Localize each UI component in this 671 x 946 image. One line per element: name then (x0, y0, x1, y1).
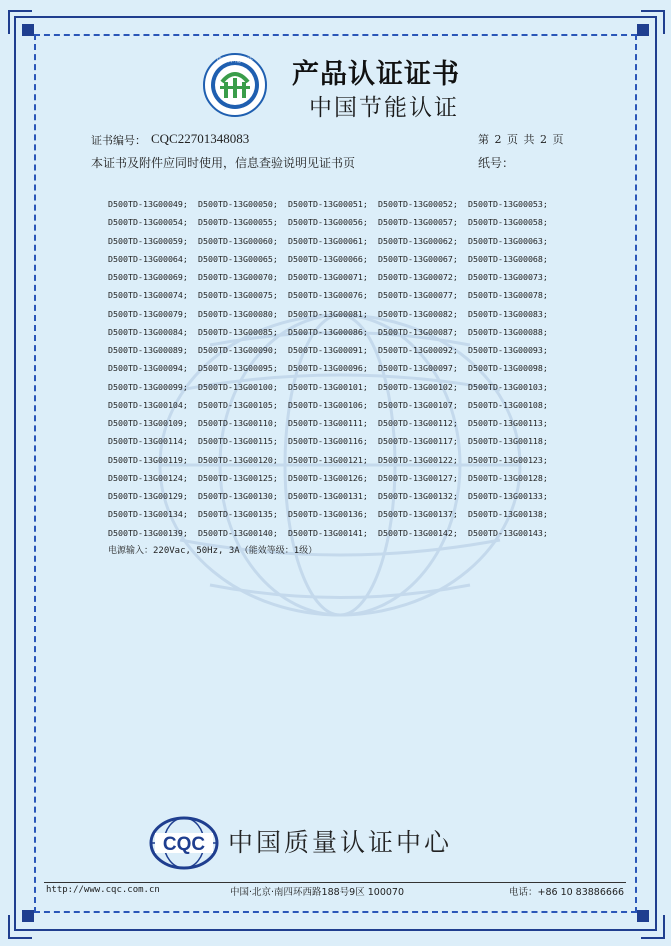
model-number: D500TD-13G00071; (288, 272, 368, 282)
model-number: D500TD-13G00068; (468, 253, 548, 264)
model-row (108, 323, 568, 341)
cert-number-label: 证书编号： (91, 134, 146, 147)
model-number: D500TD-13G00104; (108, 399, 188, 410)
model-number: D500TD-13G00130; (198, 491, 278, 501)
model-number: D500TD-13G00064; (108, 253, 188, 264)
model-number: D500TD-13G00096; (288, 363, 368, 374)
usage-notice: 本证书及附件应同时使用，信息查验说明见证书页 (91, 156, 356, 170)
page-info: 第 2 页 共 2 页 (478, 133, 564, 146)
model-number: D500TD-13G00116; (288, 436, 368, 447)
corner-square (637, 24, 649, 36)
model-row (108, 505, 568, 523)
model-number: D500TD-13G00120; (198, 454, 278, 465)
corner-square (637, 910, 649, 922)
cqc-logo-text: CQC (162, 834, 206, 855)
model-number: D500TD-13G00143; (468, 527, 548, 538)
model-row (108, 359, 568, 377)
model-number: D500TD-13G00108; (468, 399, 548, 410)
model-row (108, 432, 568, 450)
model-number: D500TD-13G00101; (288, 381, 368, 392)
model-number: D500TD-13G00079; (108, 308, 188, 319)
model-number: D500TD-13G00132; (378, 491, 458, 501)
model-number: D500TD-13G00094; (108, 363, 188, 374)
model-number: D500TD-13G00067; (378, 253, 458, 264)
model-number: D500TD-13G00100; (198, 381, 278, 392)
model-number: D500TD-13G00112; (378, 418, 458, 428)
organization-name: 中国质量认证中心 (228, 828, 453, 857)
model-number: D500TD-13G00088; (468, 326, 548, 337)
model-row (108, 268, 568, 286)
model-row (108, 250, 568, 268)
corner-square (22, 24, 34, 36)
model-number: D500TD-13G00062; (378, 235, 458, 246)
model-row (108, 451, 568, 469)
model-number: D500TD-13G00057; (378, 217, 458, 228)
energy-conservation-logo (202, 52, 268, 118)
model-number: D500TD-13G00123; (468, 454, 548, 465)
model-number: D500TD-13G00106; (288, 399, 368, 410)
model-number: D500TD-13G00118; (468, 436, 548, 447)
model-row (108, 378, 568, 396)
model-number: D500TD-13G00076; (288, 290, 368, 301)
model-row (108, 286, 568, 304)
model-number: D500TD-13G00098; (468, 363, 548, 374)
logo-label: 中国节能认证 (216, 57, 254, 64)
model-number: D500TD-13G00105; (198, 399, 278, 410)
model-number: D500TD-13G00095; (198, 363, 278, 374)
paper-number-label: 纸号： (478, 156, 515, 170)
model-number: D500TD-13G00110; (198, 418, 278, 428)
model-number: D500TD-13G00136; (288, 509, 368, 520)
model-number: D500TD-13G00070; (198, 272, 278, 282)
model-number: D500TD-13G00122; (378, 454, 458, 465)
certificate-subtitle: 中国节能认证 (309, 95, 459, 121)
model-number: D500TD-13G00083; (468, 308, 548, 319)
model-number: D500TD-13G00055; (198, 217, 278, 228)
model-number: D500TD-13G00115; (198, 436, 278, 447)
model-number: D500TD-13G00117; (378, 436, 458, 447)
model-number: D500TD-13G00059; (108, 235, 188, 246)
model-number: D500TD-13G00074; (108, 290, 188, 301)
model-row (108, 341, 568, 359)
model-number: D500TD-13G00113; (468, 418, 548, 428)
model-number: D500TD-13G00085; (198, 326, 278, 337)
model-number: D500TD-13G00065; (198, 253, 278, 264)
model-row (108, 487, 568, 505)
model-number: D500TD-13G00087; (378, 326, 458, 337)
model-number: D500TD-13G00090; (198, 345, 278, 355)
model-row (108, 396, 568, 414)
model-number: D500TD-13G00126; (288, 472, 368, 483)
model-row (108, 414, 568, 432)
cqc-logo (149, 816, 219, 870)
model-number: D500TD-13G00066; (288, 253, 368, 264)
model-number: D500TD-13G00077; (378, 290, 458, 301)
model-number: D500TD-13G00060; (198, 235, 278, 246)
model-number: D500TD-13G00121; (288, 454, 368, 465)
model-number: D500TD-13G00091; (288, 345, 368, 355)
model-number: D500TD-13G00061; (288, 235, 368, 246)
model-number: D500TD-13G00089; (108, 345, 188, 355)
power-input: 电源输入：220Vac, 50Hz, 3A（能效等级：1级） (108, 546, 318, 556)
model-number: D500TD-13G00051; (288, 199, 368, 209)
certificate-title: 产品认证证书 (292, 59, 460, 90)
model-number: D500TD-13G00142; (378, 527, 458, 538)
model-number: D500TD-13G00092; (378, 345, 458, 355)
footer-phone: 电话：+86 10 83886666 (509, 887, 625, 898)
model-number: D500TD-13G00097; (378, 363, 458, 374)
model-number: D500TD-13G00109; (108, 418, 188, 428)
model-number: D500TD-13G00127; (378, 472, 458, 483)
footer-url: http://www.cqc.com.cn (46, 885, 160, 895)
model-row (108, 213, 568, 231)
model-row (108, 469, 568, 487)
model-number: D500TD-13G00078; (468, 290, 548, 301)
model-number: D500TD-13G00081; (288, 308, 368, 319)
model-number: D500TD-13G00135; (198, 509, 278, 520)
model-number: D500TD-13G00119; (108, 454, 188, 465)
model-number: D500TD-13G00052; (378, 199, 458, 209)
model-number: D500TD-13G00114; (108, 436, 188, 447)
model-number: D500TD-13G00140; (198, 527, 278, 538)
model-number: D500TD-13G00056; (288, 217, 368, 228)
model-number: D500TD-13G00073; (468, 272, 548, 282)
model-row (108, 195, 568, 213)
model-number: D500TD-13G00128; (468, 472, 548, 483)
model-row (108, 305, 568, 323)
model-number: D500TD-13G00072; (378, 272, 458, 282)
model-number: D500TD-13G00080; (198, 308, 278, 319)
model-number: D500TD-13G00082; (378, 308, 458, 319)
model-number: D500TD-13G00099; (108, 381, 188, 392)
model-number: D500TD-13G00084; (108, 326, 188, 337)
model-number: D500TD-13G00054; (108, 217, 188, 228)
model-number: D500TD-13G00129; (108, 491, 188, 501)
model-number: D500TD-13G00131; (288, 491, 368, 501)
model-number: D500TD-13G00102; (378, 381, 458, 392)
model-number: D500TD-13G00093; (468, 345, 548, 355)
model-number: D500TD-13G00141; (288, 527, 368, 538)
model-number: D500TD-13G00111; (288, 418, 368, 428)
model-number: D500TD-13G00133; (468, 491, 548, 501)
model-number: D500TD-13G00134; (108, 509, 188, 520)
model-number: D500TD-13G00137; (378, 509, 458, 520)
model-number: D500TD-13G00050; (198, 199, 278, 209)
footer-address: 中国·北京·南四环西路188号9区 100070 (230, 887, 405, 898)
model-number: D500TD-13G00053; (468, 199, 548, 209)
model-number: D500TD-13G00063; (468, 235, 548, 246)
model-number: D500TD-13G00139; (108, 527, 188, 538)
model-number: D500TD-13G00107; (378, 399, 458, 410)
model-number: D500TD-13G00058; (468, 217, 548, 228)
model-number: D500TD-13G00075; (198, 290, 278, 301)
footer-divider (44, 882, 626, 883)
model-number: D500TD-13G00069; (108, 272, 188, 282)
model-number: D500TD-13G00103; (468, 381, 548, 392)
model-number: D500TD-13G00138; (468, 509, 548, 520)
model-number: D500TD-13G00049; (108, 199, 188, 209)
cert-number: CQC22701348083 (151, 131, 250, 146)
model-row (108, 524, 568, 542)
model-number: D500TD-13G00125; (198, 472, 278, 483)
model-row (108, 232, 568, 250)
model-number: D500TD-13G00124; (108, 472, 188, 483)
model-number: D500TD-13G00086; (288, 326, 368, 337)
corner-square (22, 910, 34, 922)
model-list (108, 195, 568, 542)
